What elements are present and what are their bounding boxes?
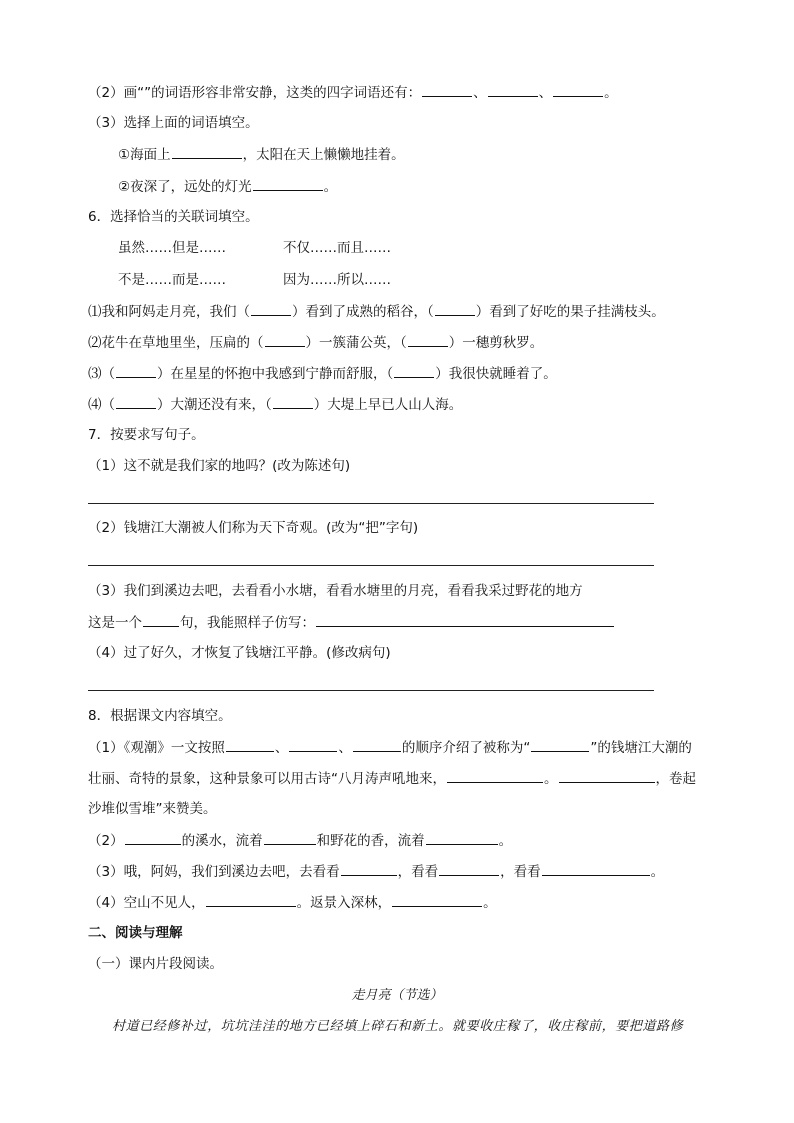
answer-blank[interactable] (226, 737, 274, 752)
part-text: 。 (483, 895, 497, 911)
sentence-text: 。 (323, 179, 338, 195)
answer-line[interactable] (88, 690, 654, 691)
answer-blank[interactable] (289, 737, 337, 752)
item-text: ）看到了成熟的稻谷，（ (292, 304, 434, 320)
part-text: （3）哦，阿妈，我们到溪边去吧，去看看 (88, 864, 340, 880)
part-text: （3）我们到溪边去吧，去看看小水塘，看看水塘里的月亮，看看我采过野花的地方 (88, 583, 583, 599)
answer-blank[interactable] (426, 830, 498, 845)
subsection-title (88, 954, 223, 974)
item-text: ）一穗剪秋罗。 (448, 335, 544, 351)
q6-option-4 (283, 270, 391, 290)
answer-blank[interactable] (265, 332, 305, 347)
question-title: 7．按要求写句子。 (88, 427, 205, 443)
part-text: （1）这不就是我们家的地吗？(改为陈述句) (88, 458, 351, 474)
part-text: （4）过了好久，才恢复了钱塘江平静。(修改病句) (88, 645, 391, 661)
item-text: ）一簇蒲公英，（ (305, 335, 407, 351)
separator: 、 (338, 740, 352, 756)
part-text: 和野花的香，流着 (316, 833, 425, 849)
q6-title (88, 207, 259, 227)
answer-blank[interactable] (264, 830, 316, 845)
part-text: 。返景入深林， (296, 895, 392, 911)
period: 。 (604, 85, 618, 101)
q8-part1-line1 (88, 737, 692, 758)
q7-part3-imitate (88, 612, 615, 633)
q5-part2-text: （2）画“”的词语形容非常安静，这类的四字词语还有： (88, 85, 422, 101)
part-text: ，看看 (500, 864, 541, 880)
item-text: ）看到了好吃的果子挂满枝头。 (475, 304, 665, 320)
answer-blank[interactable] (353, 737, 401, 752)
item-text: ）大堤上早已人山人海。 (313, 397, 463, 413)
q8-part3 (88, 861, 664, 882)
answer-blank[interactable] (542, 861, 650, 876)
section-title (88, 923, 183, 943)
q5-sentence2 (118, 176, 337, 197)
section-heading: 二、阅读与理解 (88, 925, 183, 941)
separator: 、 (473, 85, 487, 101)
part-text: 的顺序介绍了被称为“ (401, 740, 531, 756)
answer-blank[interactable] (341, 861, 397, 876)
answer-blank[interactable] (253, 176, 323, 191)
part-text: （1）《观潮》一文按照 (88, 740, 225, 756)
conjunction-option: 不是……而是…… (118, 272, 226, 288)
part-text: 句，我能照样子仿写： (180, 615, 315, 631)
part-text: 壮丽、奇特的景象，这种景象可以用古诗“八月涛声吼地来， (88, 771, 446, 787)
answer-blank[interactable] (125, 830, 181, 845)
q5-sentence1 (118, 144, 405, 165)
part-text: ，卷起 (655, 771, 696, 787)
q8-part4 (88, 892, 497, 913)
q7-part3 (88, 581, 583, 601)
q6-option-3 (118, 270, 226, 290)
answer-blank[interactable] (559, 768, 655, 783)
sentence-text: ①海面上 (118, 147, 171, 163)
q8-part2 (88, 830, 512, 851)
answer-blank[interactable] (251, 301, 291, 316)
item-text: ⑴我和阿妈走月亮，我们（ (88, 304, 250, 320)
conjunction-option: 因为……所以…… (283, 272, 391, 288)
item-text: ）我很快就睡着了。 (435, 366, 557, 382)
q7-title (88, 425, 205, 445)
part-text: ”的钱塘江大潮的 (590, 740, 692, 756)
answer-blank[interactable] (447, 768, 543, 783)
q5-part3-text: （3）选择上面的词语填空。 (88, 115, 259, 131)
conjunction-option: 虽然……但是…… (118, 240, 226, 256)
q6-option-2 (283, 238, 391, 258)
answer-line[interactable] (88, 565, 654, 566)
part-text: （2）钱塘江大潮被人们称为天下奇观。(改为“把”字句) (88, 520, 419, 536)
answer-blank[interactable] (553, 82, 603, 97)
part-text: 。 (544, 771, 558, 787)
conjunction-option: 不仅……而且…… (283, 240, 391, 256)
part-text: 。 (650, 864, 665, 880)
q8-part1-line3 (88, 799, 217, 819)
answer-blank[interactable] (206, 892, 296, 907)
q5-part2-line (88, 82, 618, 103)
q6-option-1 (118, 238, 226, 258)
question-title: 8．根据课文内容填空。 (88, 708, 232, 724)
passage-title (0, 986, 794, 1006)
answer-blank[interactable] (394, 363, 434, 378)
answer-blank[interactable] (316, 612, 614, 627)
answer-blank[interactable] (116, 394, 156, 409)
answer-blank[interactable] (172, 144, 242, 159)
part-text: 。 (498, 833, 513, 849)
answer-line[interactable] (88, 503, 654, 504)
item-text: ⑶（ (88, 366, 115, 382)
passage-line-1 (112, 1017, 683, 1037)
subsection-heading: （一）课内片段阅读。 (88, 956, 223, 972)
part-text: 沙堆似雪堆”来赞美。 (88, 801, 217, 817)
part-text: （4）空山不见人， (88, 895, 205, 911)
q7-part2 (88, 518, 418, 538)
q7-part1 (88, 456, 350, 476)
answer-blank[interactable] (273, 394, 313, 409)
item-text: ⑷（ (88, 397, 115, 413)
answer-blank[interactable] (422, 82, 472, 97)
q6-item-4 (88, 394, 462, 415)
q8-part1-line2 (88, 768, 696, 789)
part-text: ，看看 (397, 864, 439, 880)
answer-blank[interactable] (408, 332, 448, 347)
separator: 、 (538, 85, 553, 101)
passage-text: 村道已经修补过，坑坑洼洼的地方已经填上碎石和新土。就要收庄稼了，收庄稼前，要把道路修 (112, 1019, 684, 1034)
q6-item-1 (88, 301, 665, 322)
part-text: 这是一个 (88, 615, 142, 631)
part-text: （2） (88, 833, 124, 849)
separator: 、 (274, 740, 289, 756)
passage-heading: 走月亮（节选） (351, 988, 443, 1003)
part-text: 的溪水，流着 (181, 833, 263, 849)
q7-part4 (88, 643, 391, 663)
answer-blank[interactable] (439, 861, 499, 876)
answer-blank[interactable] (531, 737, 589, 752)
answer-blank[interactable] (392, 892, 482, 907)
sentence-text: ，太阳在天上懒懒地挂着。 (242, 147, 405, 163)
item-text: ）大潮还没有来，（ (157, 397, 272, 413)
sentence-text: ②夜深了，远处的灯光 (118, 179, 252, 195)
item-text: ⑵花牛在草地里坐，压扁的（ (88, 335, 264, 351)
question-title: 6．选择恰当的关联词填空。 (88, 209, 259, 225)
q8-title (88, 706, 232, 726)
answer-blank[interactable] (116, 363, 156, 378)
answer-blank[interactable] (488, 82, 538, 97)
item-text: ）在星星的怀抱中我感到宁静而舒服，（ (157, 366, 394, 382)
answer-blank[interactable] (143, 612, 179, 627)
q6-item-3 (88, 363, 557, 384)
answer-blank[interactable] (435, 301, 475, 316)
q6-item-2 (88, 332, 543, 353)
q5-part3-line (88, 113, 259, 133)
